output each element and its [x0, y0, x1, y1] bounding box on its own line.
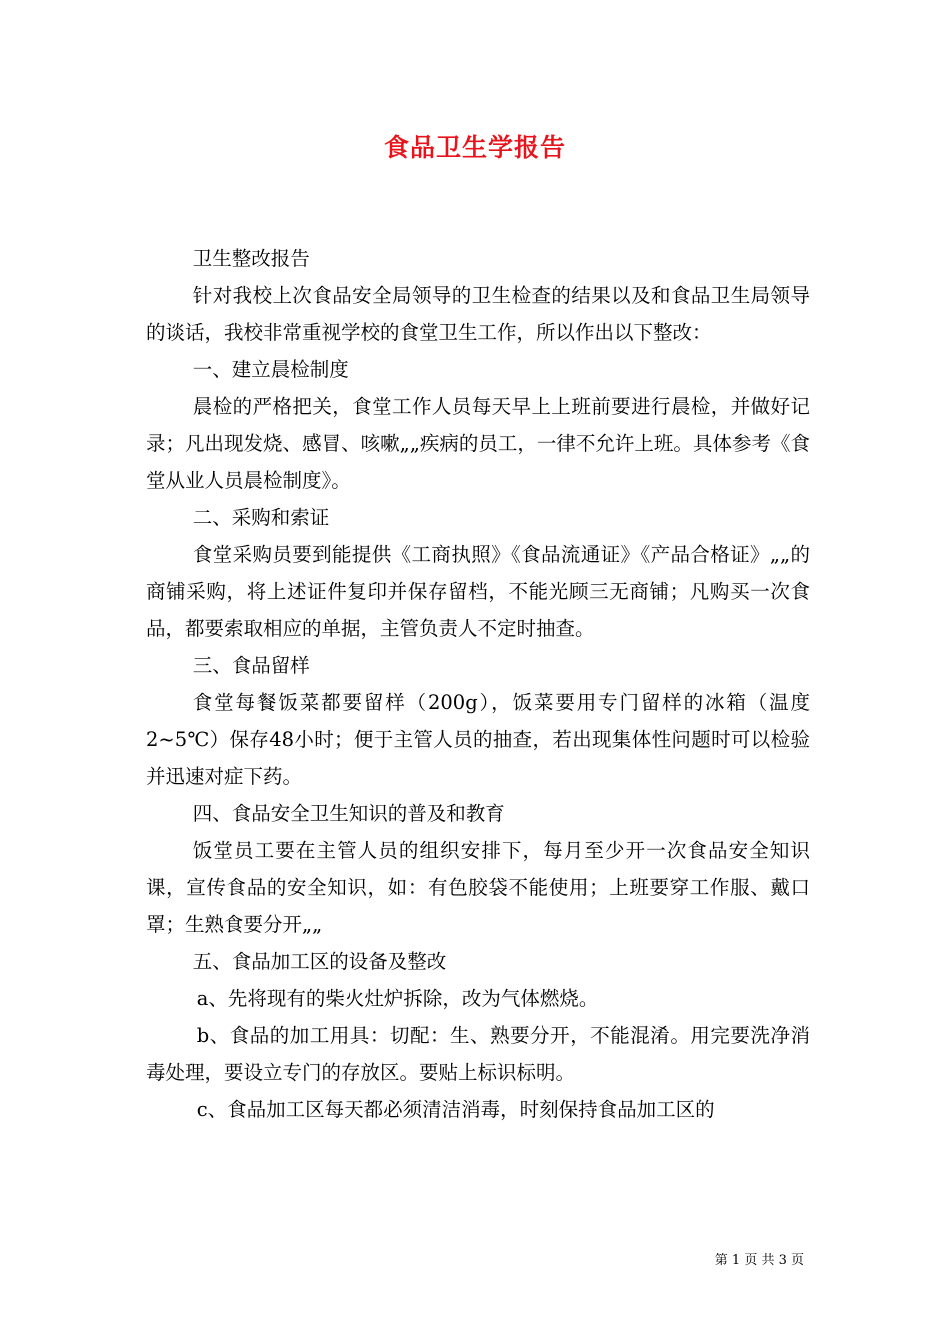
paragraph-section-4: 饭堂员工要在主管人员的组织安排下，每月至少开一次食品安全知识课，宣传食品的安全知识，如：有色胶袋不能使用；上班要穿工作服、戴口罩；生熟食要分开„„ — [146, 839, 810, 936]
document-title: 食品卫生学报告 — [383, 133, 566, 162]
paragraph-item-b: b、食品的加工用具：切配：生、熟要分开，不能混淆。用完要洗净消毒处理，要设立专门的存放区。要贴上标识标明。 — [146, 1024, 810, 1084]
document-body — [146, 240, 810, 1128]
section-heading-4: 四、食品安全卫生知识的普及和教育 — [192, 802, 505, 825]
section-heading-3: 三、食品留样 — [192, 654, 310, 677]
page-number: 第 1 页 共 3 页 — [714, 1253, 804, 1268]
paragraph-section-3: 食堂每餐饭菜都要留样（200g），饭菜要用专门留样的冰箱（温度2~5℃）保存48小时；便于主管人员的抽查，若出现集体性问题时可以检验并迅速对症下药。 — [146, 691, 810, 788]
section-heading-1: 一、建立晨检制度 — [192, 358, 349, 381]
paragraph-section-1: 晨检的严格把关，食堂工作人员每天早上上班前要进行晨检，并做好记录；凡出现发烧、感冒、咳嗽„„疾病的员工，一律不允许上班。具体参考《食堂从业人员晨检制度》。 — [146, 395, 810, 492]
paragraph-item-c: c、食品加工区每天都必须清洁消毒，时刻保持食品加工区的 — [196, 1098, 715, 1121]
paragraph-heading: 卫生整改报告 — [192, 247, 310, 270]
paragraph-section-2: 食堂采购员要到能提供《工商执照》《食品流通证》《产品合格证》„„的商铺采购，将上述证件复印并保存留档，不能光顾三无商铺；凡购买一次食品，都要索取相应的单据，主管负责人不定时抽查。 — [146, 543, 810, 640]
section-heading-5: 五、食品加工区的设备及整改 — [192, 950, 447, 973]
paragraph-item-a: a、先将现有的柴火灶炉拆除，改为气体燃烧。 — [196, 987, 599, 1010]
paragraph-intro: 针对我校上次食品安全局领导的卫生检查的结果以及和食品卫生局领导的谈话，我校非常重视学校的食堂卫生工作，所以作出以下整改： — [146, 284, 810, 344]
section-heading-2: 二、采购和索证 — [192, 506, 330, 529]
